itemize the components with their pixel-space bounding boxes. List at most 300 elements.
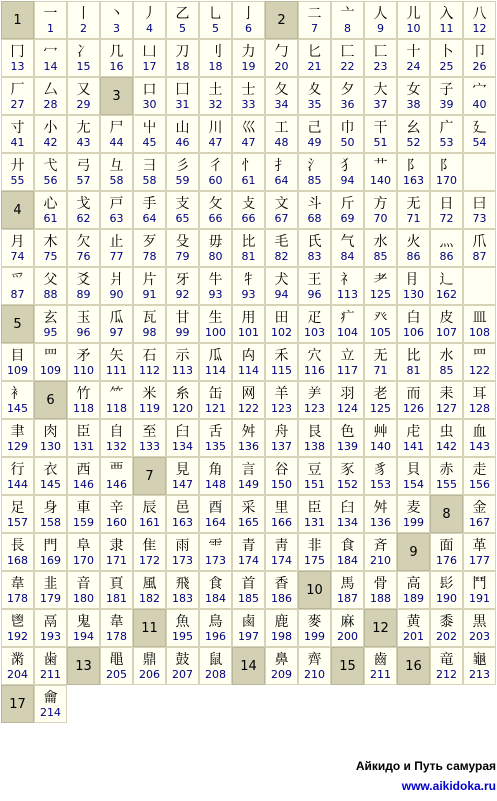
radical-number: 73 [472, 211, 487, 225]
site-link[interactable]: www.aikidoka.ru [401, 779, 496, 793]
radical-glyph: 疋 [307, 309, 322, 326]
radical-number: 146 [73, 477, 94, 491]
radical-number: 140 [370, 173, 391, 187]
radical-glyph: 月 [10, 233, 25, 250]
radical-number: 161 [139, 515, 160, 529]
radical-number: 180 [73, 591, 94, 605]
radical-number: 33 [241, 97, 256, 111]
radical-number: 66 [208, 211, 223, 225]
radical-number: 131 [73, 439, 94, 453]
radical-cell [34, 609, 67, 647]
radical-number: 130 [40, 439, 61, 453]
radical-number: 74 [10, 249, 25, 263]
radical-number: 115 [271, 363, 292, 377]
radical-glyph: 乚 [208, 5, 223, 22]
radical-glyph: 黹 [10, 651, 25, 668]
radical-cell [298, 229, 331, 267]
radical-number: 93 [208, 287, 223, 301]
radical-cell [232, 39, 265, 77]
radical-number: 138 [304, 439, 325, 453]
radical-number: 85 [439, 363, 454, 377]
radical-number: 65 [175, 211, 190, 225]
radical-cell [397, 115, 430, 153]
radical-glyph: 刂 [208, 43, 223, 60]
radical-glyph: 黒 [472, 613, 487, 630]
radical-number: 76 [76, 249, 91, 263]
radical-number: 43 [76, 135, 91, 149]
stroke-count: 12 [372, 620, 389, 636]
radical-cell [232, 229, 265, 267]
radical-number: 39 [439, 97, 454, 111]
radical-glyph: 食 [340, 537, 355, 554]
radical-number: 85 [373, 249, 388, 263]
radical-number: 6 [245, 21, 252, 35]
radical-number: 114 [205, 363, 226, 377]
radical-number: 106 [403, 325, 424, 339]
radical-cell [232, 191, 265, 229]
radical-cell [331, 39, 364, 77]
radical-number: 13 [10, 59, 25, 73]
radical-glyph: 寸 [10, 119, 25, 136]
radical-cell [199, 609, 232, 647]
radical-glyph: 氏 [307, 233, 322, 250]
radical-cell [265, 343, 298, 381]
radical-cell [331, 419, 364, 457]
radical-number: 211 [40, 667, 61, 681]
radical-cell [430, 77, 463, 115]
radical-number: 9 [377, 21, 384, 35]
radical-number: 62 [76, 211, 91, 225]
radical-glyph: 夂 [274, 81, 289, 98]
radical-number: 119 [139, 401, 160, 415]
stroke-count: 15 [339, 658, 356, 674]
radical-glyph: 衤 [10, 385, 25, 402]
radical-cell [364, 267, 397, 305]
radical-cell [331, 305, 364, 343]
radical-glyph: 臣 [76, 423, 91, 440]
radical-number: 181 [106, 591, 127, 605]
radical-number: 111 [106, 363, 127, 377]
radical-number: 84 [340, 249, 355, 263]
radical-number: 124 [337, 401, 358, 415]
radical-glyph: 西 [76, 461, 91, 478]
radical-number: 135 [205, 439, 226, 453]
radical-glyph: 干 [373, 119, 388, 136]
radical-glyph: 囗 [175, 81, 190, 98]
stroke-count: 17 [9, 696, 26, 712]
radical-glyph: 比 [406, 347, 421, 364]
radical-cell [133, 381, 166, 419]
radical-cell [232, 419, 265, 457]
radical-glyph: 舛 [373, 499, 388, 516]
radical-glyph: 面 [439, 537, 454, 554]
radical-glyph: 爪 [472, 233, 487, 250]
radical-cell [67, 191, 100, 229]
radical-cell [232, 457, 265, 495]
radical-glyph: 廴 [472, 119, 487, 136]
radical-cell [100, 495, 133, 533]
radical-number: 203 [469, 629, 490, 643]
stroke-count: 14 [240, 658, 257, 674]
radical-glyph: 韭 [43, 575, 58, 592]
radical-cell [34, 343, 67, 381]
radical-cell [1, 457, 34, 495]
radical-glyph: 爻 [76, 271, 91, 288]
radical-glyph: 殳 [175, 233, 190, 250]
radical-cell [199, 77, 232, 115]
radical-cell [298, 1, 331, 39]
radical-glyph: 馬 [340, 575, 355, 592]
radical-number: 113 [172, 363, 193, 377]
radical-cell [364, 39, 397, 77]
radical-cell [463, 381, 496, 419]
radical-cell [67, 381, 100, 419]
radical-number: 78 [142, 249, 157, 263]
radical-number: 134 [337, 515, 358, 529]
radical-number: 140 [370, 439, 391, 453]
radical-cell [265, 77, 298, 115]
radical-cell [100, 229, 133, 267]
radical-cell [430, 381, 463, 419]
radical-number: 146 [106, 477, 127, 491]
radical-number: 118 [106, 401, 127, 415]
radical-number: 51 [373, 135, 388, 149]
radical-number: 114 [238, 363, 259, 377]
radical-number: 163 [403, 173, 424, 187]
radical-number: 164 [205, 515, 226, 529]
radical-glyph: 丶 [109, 5, 124, 22]
radical-cell [166, 381, 199, 419]
radical-glyph: 戸 [109, 195, 124, 212]
radical-cell [199, 39, 232, 77]
radical-number: 5 [212, 21, 219, 35]
stroke-count-header [331, 647, 364, 685]
radical-glyph: 鬯 [10, 613, 25, 630]
radical-glyph: 小 [43, 119, 58, 136]
radical-cell [199, 533, 232, 571]
radical-glyph: 食 [208, 575, 223, 592]
radical-glyph: 首 [241, 575, 256, 592]
radical-number: 178 [7, 591, 28, 605]
radical-number: 97 [109, 325, 124, 339]
radical-cell [1, 647, 34, 685]
radical-cell [199, 153, 232, 191]
radical-cell [463, 609, 496, 647]
radical-cell [430, 533, 463, 571]
radical-number: 52 [406, 135, 421, 149]
radical-cell [430, 305, 463, 343]
radical-number: 160 [106, 515, 127, 529]
radical-number: 209 [271, 667, 292, 681]
radical-number: 21 [307, 59, 322, 73]
radical-cell [265, 39, 298, 77]
radical-cell [1, 419, 34, 457]
radical-number: 2 [80, 21, 87, 35]
radical-cell [34, 267, 67, 305]
radical-glyph: 丨 [76, 5, 91, 22]
radical-number: 67 [274, 211, 289, 225]
radical-glyph: 舌 [208, 423, 223, 440]
radical-cell [199, 343, 232, 381]
radical-glyph: 飛 [175, 575, 190, 592]
radical-number: 184 [205, 591, 226, 605]
radical-number: 199 [403, 515, 424, 529]
radical-number: 118 [73, 401, 94, 415]
credit-block [306, 756, 496, 796]
radical-cell [133, 305, 166, 343]
radical-number: 113 [337, 287, 358, 301]
radical-glyph: 皿 [472, 309, 487, 326]
radical-number: 185 [238, 591, 259, 605]
stroke-count: 5 [13, 316, 22, 332]
radical-number: 182 [139, 591, 160, 605]
stroke-count: 1 [13, 12, 22, 28]
radical-number: 147 [172, 477, 193, 491]
stroke-count-header [1, 685, 34, 723]
radical-cell [100, 381, 133, 419]
radical-cell [331, 571, 364, 609]
radical-number: 166 [271, 515, 292, 529]
radical-cell [331, 229, 364, 267]
radical-glyph: 火 [406, 233, 421, 250]
radical-number: 40 [472, 97, 487, 111]
radical-cell [232, 571, 265, 609]
radical-glyph: 牜 [241, 271, 256, 288]
radical-glyph: 邑 [175, 499, 190, 516]
radical-cell [265, 153, 298, 191]
radical-cell [232, 153, 265, 191]
radical-glyph: ⺮ [109, 385, 124, 402]
radical-cell [298, 495, 331, 533]
radical-glyph: 人 [373, 5, 388, 22]
radical-glyph: 用 [241, 309, 256, 326]
radical-glyph: 斤 [340, 195, 355, 212]
radical-number: 18 [175, 59, 190, 73]
radical-number: 41 [10, 135, 25, 149]
radical-glyph: 瓜 [208, 347, 223, 364]
radical-glyph: 阝 [439, 157, 454, 174]
radical-glyph: 麻 [340, 613, 355, 630]
radical-number: 132 [106, 439, 127, 453]
radical-cell [166, 267, 199, 305]
radical-glyph: 工 [274, 119, 289, 136]
radical-glyph: 幺 [406, 119, 421, 136]
radical-number: 11 [439, 21, 454, 35]
radical-glyph: 米 [142, 385, 157, 402]
radical-number: 165 [238, 515, 259, 529]
radical-glyph: 灬 [439, 233, 454, 250]
radical-cell [67, 609, 100, 647]
radical-glyph: ⺝ [406, 271, 421, 288]
radical-glyph: 非 [307, 537, 322, 554]
radical-glyph: 耳 [472, 385, 487, 402]
radical-cell [1, 343, 34, 381]
radical-cell [67, 1, 100, 39]
radical-number: 94 [274, 287, 289, 301]
radical-cell [67, 495, 100, 533]
radical-glyph: 鳥 [208, 613, 223, 630]
radical-cell [166, 457, 199, 495]
radical-number: 121 [205, 401, 226, 415]
radical-number: 71 [406, 211, 421, 225]
radical-glyph: 至 [142, 423, 157, 440]
radical-glyph: 豸 [373, 461, 388, 478]
radical-number: 59 [175, 173, 190, 187]
radical-glyph: 鹵 [241, 613, 256, 630]
radical-cell [463, 229, 496, 267]
radical-glyph: 瓦 [142, 309, 157, 326]
radical-number: 150 [271, 477, 292, 491]
radical-cell [463, 495, 496, 533]
radical-glyph: 辰 [142, 499, 157, 516]
radical-glyph: 罒 [472, 347, 487, 364]
radical-cell [298, 533, 331, 571]
radical-glyph: 高 [406, 575, 421, 592]
radical-cell [265, 305, 298, 343]
radical-glyph: 父 [43, 271, 58, 288]
radical-glyph: 方 [373, 195, 388, 212]
radical-glyph: 尢 [76, 119, 91, 136]
radical-number: 38 [406, 97, 421, 111]
radical-cell [166, 305, 199, 343]
radical-cell [100, 305, 133, 343]
radical-cell [364, 305, 397, 343]
radical-glyph: 阜 [76, 537, 91, 554]
radical-number: 98 [142, 325, 157, 339]
radical-cell [67, 229, 100, 267]
radical-glyph: 心 [43, 195, 58, 212]
radical-cell [166, 77, 199, 115]
radical-cell [100, 267, 133, 305]
radical-number: 80 [208, 249, 223, 263]
radical-glyph: 冫 [76, 43, 91, 60]
radical-number: 142 [436, 439, 457, 453]
radical-glyph: 髟 [439, 575, 454, 592]
radical-glyph: 女 [406, 81, 421, 98]
stroke-count-header [67, 647, 100, 685]
radical-glyph: 八 [472, 5, 487, 22]
radical-number: 70 [373, 211, 388, 225]
radical-cell [364, 77, 397, 115]
radical-number: 156 [469, 477, 490, 491]
radical-number: 208 [205, 667, 226, 681]
radical-glyph: 鼻 [274, 651, 289, 668]
radical-number: 63 [109, 211, 124, 225]
radical-glyph: 支 [175, 195, 190, 212]
radical-glyph: 革 [472, 537, 487, 554]
radical-glyph: 甘 [175, 309, 190, 326]
radical-number: 71 [373, 363, 388, 377]
radical-number: 148 [205, 477, 226, 491]
radical-glyph: 儿 [406, 5, 421, 22]
radical-number: 93 [241, 287, 256, 301]
radical-glyph: 矢 [109, 347, 124, 364]
radical-cell [232, 77, 265, 115]
radical-number: 202 [436, 629, 457, 643]
radical-glyph: 玄 [43, 309, 58, 326]
radical-glyph: 己 [307, 119, 322, 136]
radical-glyph: 穴 [307, 347, 322, 364]
radical-cell [1, 153, 34, 191]
radical-cell [265, 495, 298, 533]
radical-glyph: 里 [274, 499, 289, 516]
radical-number: 154 [403, 477, 424, 491]
radical-number: 109 [7, 363, 28, 377]
radical-glyph: 斗 [307, 195, 322, 212]
radical-cell [199, 267, 232, 305]
radical-cell [166, 343, 199, 381]
radical-glyph: 風 [142, 575, 157, 592]
radical-number: 178 [106, 629, 127, 643]
radical-glyph: 一 [43, 5, 58, 22]
radical-number: 100 [205, 325, 226, 339]
radical-glyph: 香 [274, 575, 289, 592]
radical-number: 86 [439, 249, 454, 263]
radical-glyph: 竹 [76, 385, 91, 402]
radical-number: 210 [304, 667, 325, 681]
radical-glyph: 无 [406, 195, 421, 212]
stroke-count: 9 [409, 544, 418, 560]
radical-glyph: 歹 [142, 233, 157, 250]
radical-number: 44 [109, 135, 124, 149]
radical-glyph: 攴 [241, 195, 256, 212]
radical-number: 137 [271, 439, 292, 453]
radical-glyph: 歯 [43, 651, 58, 668]
stroke-count-header [133, 609, 166, 647]
radical-number: 133 [139, 439, 160, 453]
radical-cell [100, 1, 133, 39]
radical-number: 189 [403, 591, 424, 605]
radical-number: 190 [436, 591, 457, 605]
radical-glyph: 忄 [241, 157, 256, 174]
radical-glyph: 血 [472, 423, 487, 440]
radical-number: 91 [142, 287, 157, 301]
radical-glyph: 卜 [439, 43, 454, 60]
radical-cell [331, 191, 364, 229]
radical-cell [265, 229, 298, 267]
radical-glyph: 彳 [208, 157, 223, 174]
radical-number: 196 [205, 629, 226, 643]
radical-number: 48 [274, 135, 289, 149]
radical-number: 139 [337, 439, 358, 453]
radical-glyph: 鹿 [274, 613, 289, 630]
radical-cell [331, 533, 364, 571]
radical-glyph: 白 [406, 309, 421, 326]
radical-glyph: 广 [439, 119, 454, 136]
radical-glyph: 麥 [307, 613, 322, 630]
radical-glyph: 止 [109, 233, 124, 250]
radical-number: 89 [76, 287, 91, 301]
radical-cell [397, 191, 430, 229]
radical-glyph: 彐 [142, 157, 157, 174]
radical-number: 176 [436, 553, 457, 567]
radical-number: 128 [469, 401, 490, 415]
radical-cell [100, 343, 133, 381]
radical-glyph: 冂 [10, 43, 25, 60]
radical-number: 47 [208, 135, 223, 149]
radical-number: 186 [271, 591, 292, 605]
radical-cell [232, 1, 265, 39]
radical-glyph: 手 [142, 195, 157, 212]
radical-number: 1 [47, 21, 54, 35]
radical-glyph: 臼 [175, 423, 190, 440]
radical-number: 197 [238, 629, 259, 643]
radical-glyph: 二 [307, 5, 322, 22]
radical-cell [133, 495, 166, 533]
radical-number: 31 [175, 97, 190, 111]
radical-cell [463, 343, 496, 381]
radical-glyph: 老 [373, 385, 388, 402]
